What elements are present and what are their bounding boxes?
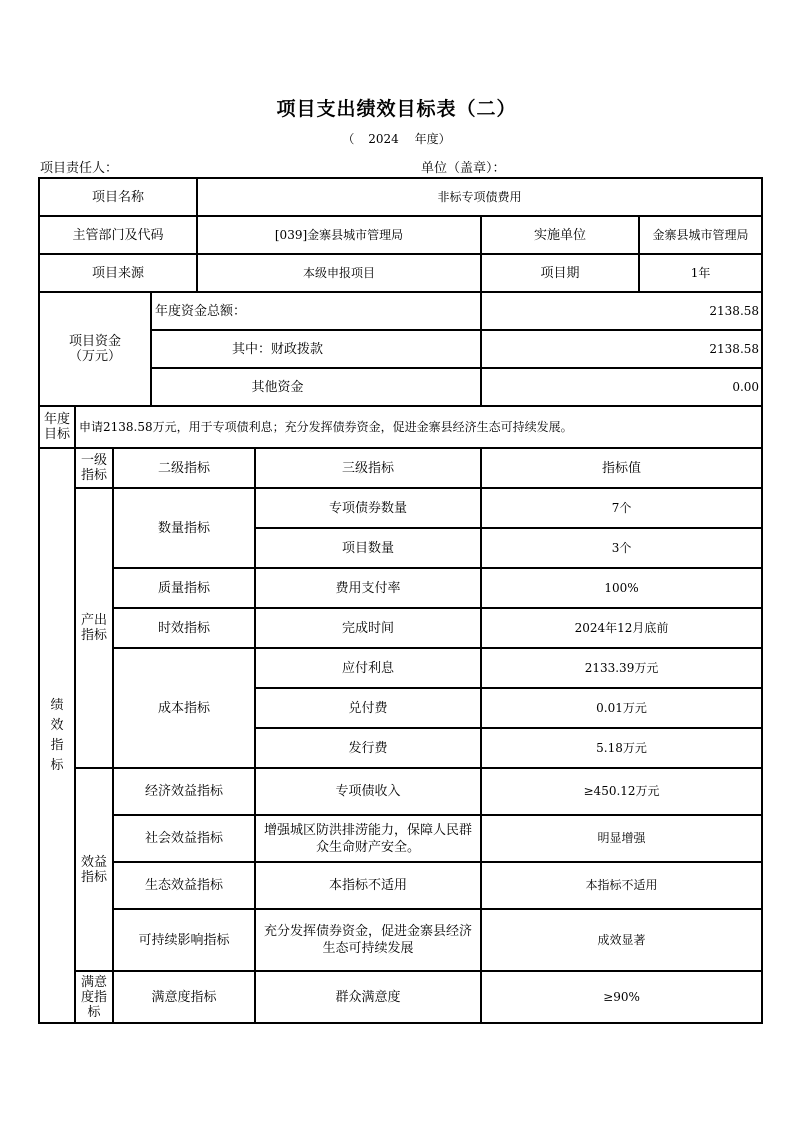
- unit-stamp-label: 单位（盖章）：: [421, 161, 506, 176]
- satisfaction-indicators-label: [75, 971, 113, 1023]
- social-benefit-indicator: 社会效益指标: [113, 815, 255, 862]
- level1-header-line1: 一级: [80, 453, 107, 468]
- output-label-line1: 产出: [80, 613, 107, 628]
- v-interest-payable: 2133.39万元: [481, 648, 762, 688]
- l3-bond-count: 专项债券数量: [255, 488, 481, 528]
- annual-goal-value: 申请2138.58万元，用于专项债利息；充分发挥债券资金，促进金寨县经济生态可持续发展。: [75, 406, 762, 448]
- v-public-satisfaction: ≥90%: [481, 971, 762, 1023]
- total-funds-value: 2138.58: [481, 292, 762, 330]
- performance-indicators-label: [39, 448, 75, 1023]
- responsible-label: 项目责任人：: [40, 161, 119, 176]
- year-open: （: [342, 132, 355, 146]
- total-funds-label: 年度资金总额：: [151, 292, 481, 330]
- other-funds-label: 其他资金: [151, 368, 481, 406]
- satisfaction-indicator: 满意度指标: [113, 971, 255, 1023]
- benefit-indicators-label: [75, 768, 113, 971]
- annual-goal-label-line1: 年度: [43, 412, 70, 427]
- funds-label-line1: 项目资金: [68, 334, 121, 349]
- v-issuance-fee: 5.18万元: [481, 728, 762, 768]
- dept-value: [039]金寨县城市管理局: [197, 216, 481, 254]
- economic-benefit-indicator: 经济效益指标: [113, 768, 255, 815]
- perf-char-2: 效: [50, 717, 64, 733]
- l3-redemption-fee: 兑付费: [255, 688, 481, 728]
- level1-header: [75, 448, 113, 488]
- v-completion-time: 2024年12月底前: [481, 608, 762, 648]
- v-project-count: 3个: [481, 528, 762, 568]
- quantity-indicator: 数量指标: [113, 488, 255, 568]
- period-value: 1年: [639, 254, 762, 292]
- v-payment-rate: 100%: [481, 568, 762, 608]
- l3-payment-rate: 费用支付率: [255, 568, 481, 608]
- annual-goal-label-line2: 目标: [43, 427, 70, 442]
- impl-unit-value: 金寨县城市管理局: [639, 216, 762, 254]
- l3-ecological-na: 本指标不适用: [255, 862, 481, 909]
- funds-label-line2: （万元）: [68, 349, 121, 364]
- other-funds-value: 0.00: [481, 368, 762, 406]
- benefit-label-line2: 指标: [80, 869, 107, 885]
- project-name-label: 项目名称: [39, 178, 197, 216]
- v-sustainable-development: 成效显著: [481, 909, 762, 971]
- source-value: 本级申报项目: [197, 254, 481, 292]
- level3-header: 三级指标: [255, 448, 481, 488]
- l3-public-satisfaction: 群众满意度: [255, 971, 481, 1023]
- page-title: 项目支出绩效目标表（二）: [276, 98, 517, 120]
- benefit-label-line1: 效益: [80, 854, 107, 870]
- v-flood-control: 明显增强: [481, 815, 762, 862]
- satisfaction-label-line3: 标: [87, 1004, 101, 1020]
- l3-issuance-fee: 发行费: [255, 728, 481, 768]
- project-name-value: 非标专项债费用: [197, 178, 762, 216]
- fiscal-funds-value: 2138.58: [481, 330, 762, 368]
- v-redemption-fee: 0.01万元: [481, 688, 762, 728]
- source-label: 项目来源: [39, 254, 197, 292]
- perf-char-1: 绩: [50, 697, 64, 713]
- year-line: [0, 130, 793, 147]
- fiscal-funds-label: 其中：财政拨款: [151, 330, 481, 368]
- quality-indicator: 质量指标: [113, 568, 255, 608]
- l3-project-count: 项目数量: [255, 528, 481, 568]
- funds-label: [39, 292, 151, 406]
- impl-unit-label: 实施单位: [481, 216, 639, 254]
- l3-sustainable-development: 充分发挥债券资金，促进金寨县经济生态可持续发展: [255, 909, 481, 971]
- ecological-benefit-indicator: 生态效益指标: [113, 862, 255, 909]
- v-bond-income: ≥450.12万元: [481, 768, 762, 815]
- v-ecological-na: 本指标不适用: [481, 862, 762, 909]
- l3-flood-control: 增强城区防洪排涝能力，保障人民群众生命财产安全。: [255, 815, 481, 862]
- perf-char-4: 标: [50, 757, 64, 773]
- value-header: 指标值: [481, 448, 762, 488]
- satisfaction-label-line1: 满意: [80, 974, 107, 990]
- timeliness-indicator: 时效指标: [113, 608, 255, 648]
- perf-char-3: 指: [50, 737, 64, 753]
- dept-label: 主管部门及代码: [39, 216, 197, 254]
- l3-bond-income: 专项债收入: [255, 768, 481, 815]
- output-indicators-label: [75, 488, 113, 768]
- year-suffix: 年度）: [414, 132, 451, 146]
- annual-goal-label: [39, 406, 75, 448]
- l3-completion-time: 完成时间: [255, 608, 481, 648]
- l3-interest-payable: 应付利息: [255, 648, 481, 688]
- sustainable-impact-indicator: 可持续影响指标: [113, 909, 255, 971]
- period-label: 项目期: [481, 254, 639, 292]
- performance-table: [38, 177, 763, 1024]
- output-label-line2: 指标: [80, 628, 107, 643]
- level1-header-line2: 指标: [80, 468, 107, 483]
- cost-indicator: 成本指标: [113, 648, 255, 768]
- satisfaction-label-line2: 度指: [80, 989, 107, 1005]
- v-bond-count: 7个: [481, 488, 762, 528]
- year-value: 2024: [368, 132, 399, 146]
- level2-header: 二级指标: [113, 448, 255, 488]
